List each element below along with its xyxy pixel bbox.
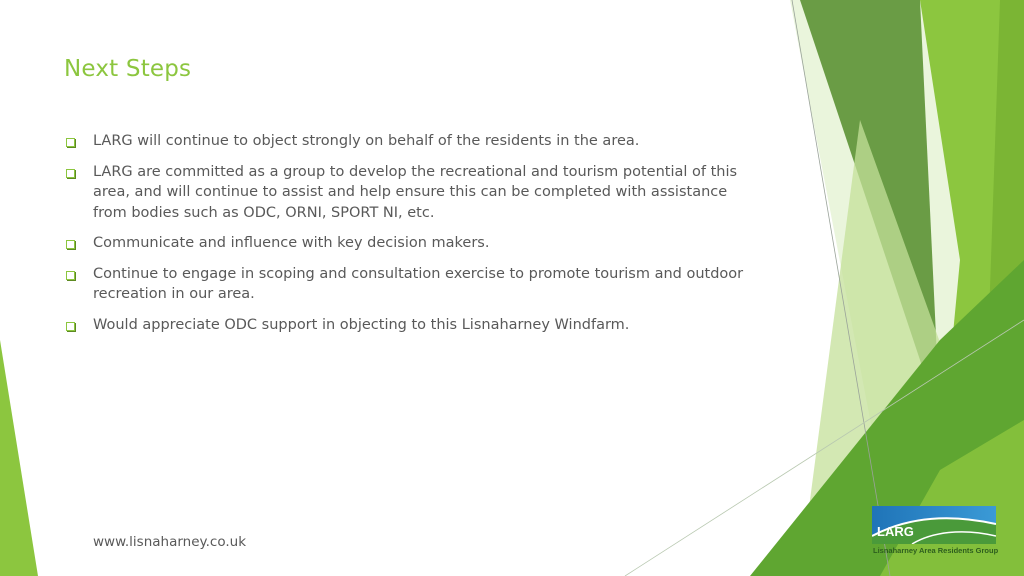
- larg-logo: [872, 506, 998, 556]
- bullet-item: [64, 315, 754, 336]
- bullet-item: [64, 162, 754, 224]
- footer-website-link[interactable]: www.lisnaharney.co.uk: [93, 534, 247, 550]
- bullet-item: [64, 264, 754, 305]
- hollow-square-icon: [66, 138, 75, 147]
- bullet-text: Continue to engage in scoping and consultation exercise to promote tourism and outdoor recreation in our area.: [93, 265, 744, 302]
- logo-text: LARG: [877, 524, 914, 539]
- bullet-text: Would appreciate ODC support in objecting to this Lisnaharney Windfarm.: [93, 316, 630, 333]
- hollow-square-icon: [66, 322, 75, 331]
- bullet-text: Communicate and influence with key decision makers.: [93, 235, 490, 251]
- hollow-square-icon: [66, 169, 75, 178]
- bullet-text: LARG are committed as a group to develop the recreational and tourism potential of this area, and will continue to assist and help ensure this can be completed with assistance from bodies such as ODC, ORNI, SPORT NI, etc.: [93, 163, 738, 221]
- slide-title: Next Steps: [64, 56, 192, 82]
- logo-emblem: [872, 506, 996, 544]
- bullet-text: LARG will continue to object strongly on behalf of the residents in the area.: [93, 133, 640, 149]
- bullet-item: [64, 233, 754, 254]
- bullet-list: [64, 131, 754, 345]
- hollow-square-icon: [66, 271, 75, 280]
- logo-subtitle: Lisnaharney Area Residents Group: [873, 546, 999, 555]
- hollow-square-icon: [66, 240, 75, 249]
- bullet-item: [64, 131, 754, 152]
- left-green-sliver: [0, 340, 38, 576]
